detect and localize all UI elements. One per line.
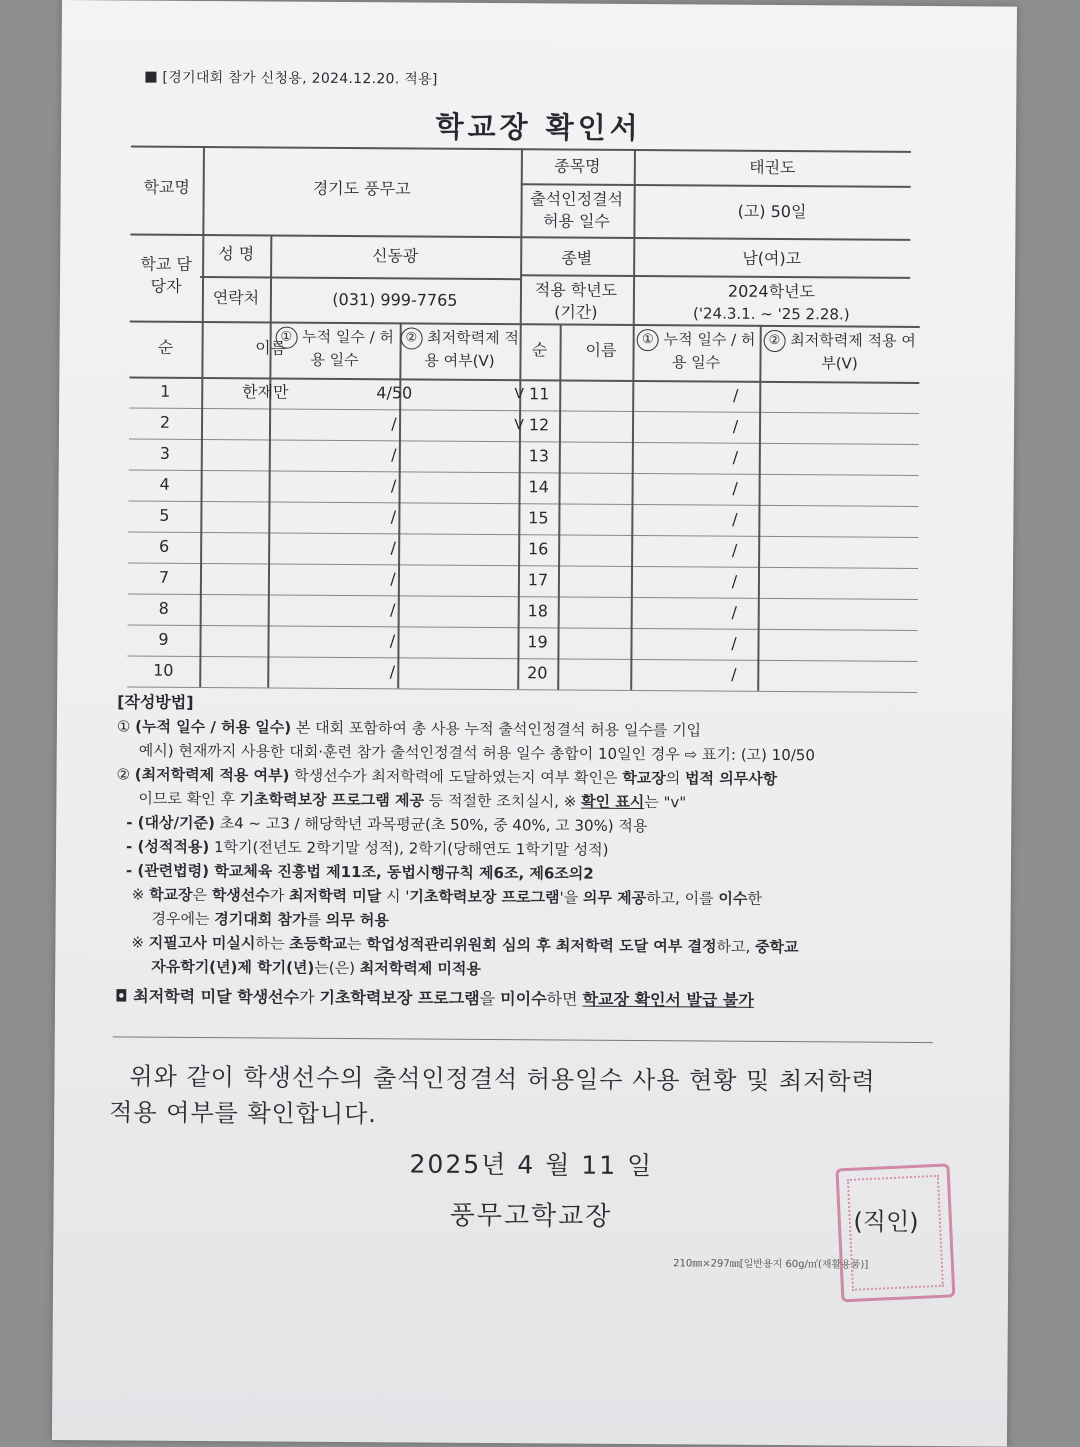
column-header-days — [269, 325, 399, 370]
guide-bold: 학교장 — [622, 768, 666, 788]
year-period: ('24.3.1. ~ '25 2.28.) — [692, 304, 850, 324]
guide-text: 하고, 이를 — [646, 889, 719, 908]
gender-label: 종별 — [561, 248, 593, 268]
cumulative-days: / — [732, 416, 739, 436]
student-name — [558, 507, 631, 508]
guide-text: 을 — [479, 988, 501, 1009]
column-header-min — [399, 326, 519, 371]
days-header-text: 누적 일수 / 허용 일수 — [297, 327, 394, 369]
row-number: 14 — [528, 477, 549, 497]
guide-bold: 확인 표시 — [581, 792, 645, 812]
student-name — [201, 412, 329, 413]
cumulative-days: / — [390, 507, 397, 527]
guide-item-2-label: (최저학력제 적용 여부) — [134, 765, 290, 785]
circled-2-icon: ② — [763, 329, 785, 351]
confirmation-line: 위와 같이 학생선수의 출석인정결석 허용일수 사용 현황 및 최저학력 — [129, 1062, 876, 1096]
guide-bold: - (성적적용) — [126, 837, 210, 857]
guide-bold: 자유학기(년)제 학기(년) — [151, 957, 315, 977]
cumulative-days: / — [389, 600, 396, 620]
student-name — [558, 569, 631, 570]
confirmation-line: 적용 여부를 확인합니다. — [109, 1098, 378, 1129]
guide-bold: 경기대회 참가 — [214, 910, 307, 929]
guide-bold: 초등학교 — [289, 934, 348, 954]
guide-text: 하면 — [546, 989, 583, 1009]
sport-value: 태권도 — [749, 157, 796, 178]
guide-text: 은 — [192, 885, 212, 905]
row-number: 6 — [159, 536, 170, 556]
cumulative-days: / — [732, 385, 739, 405]
document-title: 학교장 확인서 — [435, 109, 642, 146]
student-name — [200, 505, 328, 506]
guide-bold: 최저학력제 미적용 — [359, 959, 481, 978]
guide-text: 경우에는 — [151, 909, 215, 929]
table-column-border — [267, 321, 271, 687]
student-name — [199, 660, 327, 661]
cumulative-days: / — [390, 569, 396, 589]
table-column-border — [199, 321, 203, 687]
circled-2-icon: ② — [400, 327, 422, 349]
cumulative-days: / — [390, 538, 396, 558]
guide-bold: 최저학력 미달 학생선수 — [127, 986, 300, 1007]
student-name — [200, 629, 328, 630]
column-header-name: 이름 — [585, 340, 617, 360]
cumulative-days: 4/50 — [376, 383, 413, 403]
guide-text: 1학기(전년도 2학기말 성적), 2학기(당해연도 1학기말 성적) — [209, 838, 609, 859]
row-number: 8 — [158, 598, 169, 618]
student-name: 한재만 — [242, 382, 289, 402]
cumulative-days: / — [732, 447, 739, 467]
info-border — [200, 276, 520, 280]
student-name — [558, 631, 631, 632]
info-border — [520, 274, 910, 278]
warning-box-icon: ◘ — [114, 986, 128, 1006]
guide-heading: [작성방법] — [117, 692, 194, 712]
guide-text: 등 적절한 조치실시, ※ — [423, 791, 582, 811]
guide-text: 초4 ~ 고3 / 해당학년 과목평균(초 50%, 중 40%, 고 30%) 적용 — [214, 814, 648, 836]
guide-text: 학생선수가 최저학력에 도달하였는지 여부 확인은 — [289, 766, 623, 787]
guide-item-1-example: 예시) 현재까지 사용한 대회·훈련 참가 출석인정결석 허용 일수 총합이 10일인 경우 ⇨ 표기: (고) 10/50 — [138, 741, 815, 765]
guide-warning — [115, 984, 985, 1014]
guide-bold: 기초학력보장 프로그램 제공 — [239, 790, 425, 810]
guide-text: 는 — [347, 935, 367, 954]
school-label: 학교명 — [143, 177, 190, 197]
guide-text: 가 — [269, 886, 290, 905]
seal-label: (직인) — [853, 1207, 919, 1237]
row-number: 3 — [159, 443, 170, 463]
row-number: 1 — [160, 381, 171, 401]
guide-text: ※ — [131, 933, 149, 952]
row-number: 5 — [159, 505, 170, 525]
sport-label: 종목명 — [554, 156, 601, 176]
year-value: 2024학년도 — [727, 281, 816, 302]
guide-text: '을 — [559, 888, 583, 907]
days-label: 출석인정결석 허용 일수 — [530, 189, 624, 231]
table-row-border — [129, 469, 919, 476]
row-number: 18 — [527, 601, 548, 621]
school-value: 경기도 풍무고 — [312, 178, 411, 199]
cumulative-days: / — [390, 476, 397, 496]
min-header-text: 최저학력제 적용 여부(V) — [785, 331, 916, 373]
cumulative-days: / — [732, 478, 738, 498]
guide-bold: 학생선수 — [211, 886, 270, 905]
guide-text: 한 — [747, 889, 762, 908]
guide-bold: 미이수 — [500, 989, 547, 1009]
row-number: 2 — [159, 412, 171, 432]
table-row-border — [129, 438, 919, 445]
cumulative-days: / — [731, 664, 737, 684]
manager-label: 학교 담당자 — [140, 254, 192, 296]
issuer-name: 풍무고학교장 — [449, 1200, 613, 1232]
cumulative-days: / — [389, 662, 396, 682]
guide-bold: 지필고사 미실시 — [148, 933, 256, 953]
guide-text: 는(은) — [314, 958, 360, 978]
guide-note-2-cont — [115, 954, 985, 984]
student-name — [558, 538, 631, 539]
cumulative-days: / — [391, 445, 397, 465]
student-name — [201, 443, 329, 444]
gender-value: 남(여)고 — [742, 248, 802, 269]
row-number: 15 — [528, 508, 549, 528]
guide-bold: 기초학력보장 프로그램 — [319, 987, 480, 1008]
table-column-border — [557, 323, 561, 689]
cumulative-days: / — [391, 414, 397, 434]
paper-size-note: 210㎜×297㎜[일반용지 60g/㎡(재활용품)] — [673, 1258, 869, 1271]
table-row-border — [128, 593, 918, 600]
row-number: 11 — [529, 384, 550, 404]
guide-bold: 학교장 확인서 발급 불가 — [582, 989, 754, 1010]
guide-bottom-rule — [113, 1036, 933, 1043]
contact-value: (031) 999-7765 — [332, 289, 458, 310]
writing-guide — [115, 690, 987, 1014]
row-number: 4 — [159, 474, 170, 494]
guide-text: ※ — [131, 885, 150, 904]
confirmation-text — [109, 1058, 979, 1136]
row-number: 13 — [528, 446, 550, 466]
name-value: 신동광 — [371, 246, 419, 266]
table-row-border — [128, 624, 918, 631]
guide-text: 의 — [665, 769, 686, 788]
row-number: 7 — [158, 567, 170, 587]
guide-item-1-text: 본 대회 포함하여 총 사용 누적 출석인정결석 허용 일수를 기입 — [291, 718, 702, 740]
guide-bold: 법적 의무사항 — [684, 769, 778, 789]
column-header-name: 이름 — [255, 338, 287, 358]
circled-1: ① — [116, 717, 131, 736]
cumulative-days: / — [731, 602, 737, 622]
name-label: 성 명 — [218, 244, 255, 264]
guide-text: 시 ' — [381, 887, 410, 906]
issue-date: 2025년 4 월 11 일 — [409, 1149, 654, 1181]
guide-bold: 기초학력보장 프로그램 — [409, 887, 560, 907]
student-name — [558, 600, 631, 601]
table-row-border — [127, 655, 917, 662]
days-value: (고) 50일 — [737, 201, 807, 222]
column-header-min — [759, 329, 919, 375]
min-header-text: 최저학력제 적용 여부(V) — [422, 328, 519, 370]
column-header-no: 순 — [157, 337, 174, 357]
guide-bold: 의무 허용 — [325, 910, 390, 930]
student-name — [200, 536, 328, 537]
row-number: 12 — [528, 415, 550, 435]
student-name — [557, 662, 630, 663]
cumulative-days: / — [731, 633, 737, 653]
info-border — [521, 183, 911, 187]
column-header-no: 순 — [531, 340, 548, 360]
header-note: [경기대회 참가 신청용, 2024.12.20. 적용] — [145, 67, 437, 89]
table-column-border — [630, 324, 634, 690]
row-number: 16 — [527, 539, 549, 559]
guide-bold: 최저학력 미달 — [289, 886, 382, 906]
circled-1-icon: ① — [275, 326, 297, 348]
contact-label: 연락처 — [212, 288, 260, 308]
days-header-text: 누적 일수 / 허용 일수 — [658, 330, 756, 372]
guide-text: 하고, — [716, 937, 756, 956]
guide-bold: 의무 제공 — [582, 888, 647, 908]
table-row-border — [129, 407, 919, 414]
guide-bold: - (대상/기준) — [126, 813, 215, 833]
guide-item-1-label: (누적 일수 / 허용 일수) — [135, 717, 292, 737]
guide-text: 가 — [298, 987, 320, 1007]
circled-2: ② — [116, 765, 131, 784]
student-name — [559, 476, 632, 477]
cumulative-days: / — [731, 540, 738, 560]
guide-text: 이므로 확인 후 — [138, 789, 240, 809]
circled-1-icon: ① — [637, 329, 659, 351]
row-number: 19 — [527, 632, 548, 652]
year-label: 적용 학년도 (기간) — [534, 280, 618, 322]
document-paper — [52, 0, 1017, 1447]
row-number: 9 — [158, 629, 169, 649]
table-row-border — [128, 531, 918, 538]
table-row-border — [129, 500, 919, 507]
guide-bold: 중학교 — [754, 937, 799, 957]
guide-text: 는 "v" — [644, 793, 687, 812]
student-name — [201, 474, 329, 475]
cumulative-days: / — [389, 631, 396, 651]
guide-text: 를 — [306, 910, 326, 929]
column-header-days — [632, 328, 759, 373]
guide-bold: 학업성적관리위원회 심의 후 최저학력 도달 여부 결정 — [366, 935, 717, 956]
cumulative-days: / — [731, 571, 738, 591]
table-row-border — [128, 562, 918, 569]
min-achievement-check: V — [514, 417, 524, 434]
student-name — [200, 567, 328, 568]
cumulative-days: / — [732, 509, 738, 529]
guide-text: 하는 — [255, 934, 290, 953]
student-name — [559, 445, 632, 446]
row-number: 10 — [153, 660, 174, 680]
square-bullet-icon — [145, 72, 156, 83]
guide-bold: 학교장 — [149, 885, 193, 904]
min-achievement-check: V — [514, 386, 525, 403]
student-name — [200, 598, 328, 599]
guide-bold: 이수 — [718, 889, 748, 908]
row-number: 20 — [527, 663, 548, 683]
row-number: 17 — [527, 570, 549, 590]
guide-bold: - (관련법령) — [125, 861, 210, 881]
guide-bold: 학교체육 진흥법 제11조, 동법시행규칙 제6조, 제6조의2 — [208, 862, 594, 883]
